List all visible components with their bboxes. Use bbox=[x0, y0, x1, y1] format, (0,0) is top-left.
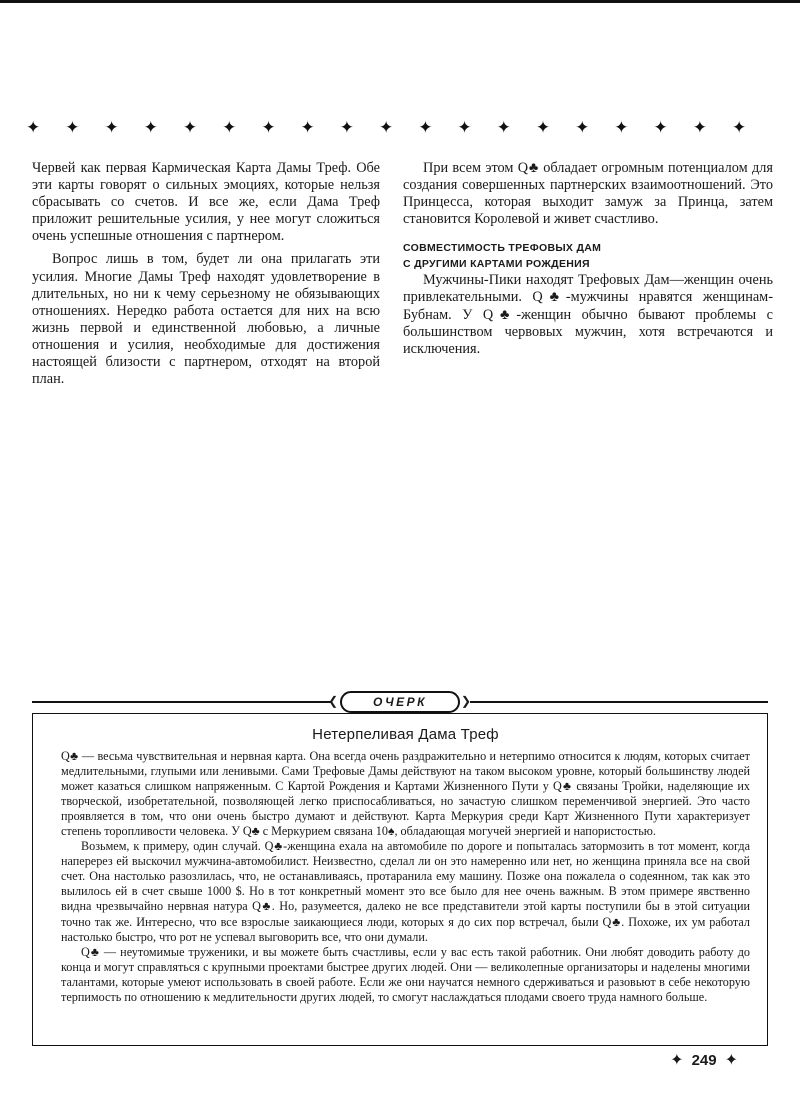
star-ornament: ✦ bbox=[724, 1052, 738, 1069]
page-folio bbox=[662, 1051, 746, 1071]
top-rule bbox=[0, 0, 800, 3]
divider-line bbox=[32, 701, 332, 703]
essay-box bbox=[32, 713, 768, 1046]
star-ornament: ✦ bbox=[143, 118, 158, 137]
star-ornament: ✦ bbox=[418, 118, 433, 137]
left-column bbox=[32, 160, 380, 388]
ornament-row bbox=[26, 118, 746, 138]
divider-line bbox=[470, 701, 768, 703]
essay-badge: ОЧЕРК bbox=[340, 691, 460, 713]
body-paragraph: Вопрос лишь в том, будет ли она прилагать эти усилия. Многие Дамы Треф находят удовлетворение в длительных, но ни к чему серьезному не обязывающих отношениях. Нередко работа остается для них на всю жизнь первой и единственной любовью, а личные отношения и усилия, необходимые для достижения настоящей близости с партнером, отходят на второй план. bbox=[32, 251, 380, 388]
star-ornament: ✦ bbox=[222, 118, 237, 137]
right-column bbox=[403, 160, 773, 358]
essay-paragraph: Возьмем, к примеру, один случай. Q♣-женщина ехала на автомобиле по дороге и попыталась затормозить в тот момент, когда наперерез ей выскочил мужчина-автомобилист. Неизвестно, сделал ли он это намеренно или нет, но женщина приняла все на свой счет. Она настолько разозлилась, что, не останавливаясь, протаранила ему машину. Позже она пожалела о содеянном, так как это вылилось ей в счет свыше 1000 $. Но в тот конкретный момент это все было для нее очень важным. В этом примере явственно видна чрезвычайно нервная натура Q♣. Но, разумеется, далеко не все представители этой карты поступили бы в этой ситуации точно так же. Интересно, что все взрослые заикающиеся люди, которых я до сих пор встречал, были Q♣. Похоже, их ум работал настолько быстро, что рот не успевал выговорить все, что они думали. bbox=[61, 839, 750, 944]
star-ornament: ✦ bbox=[261, 118, 276, 137]
star-ornament: ✦ bbox=[614, 118, 629, 137]
body-paragraph: При всем этом Q♣ обладает огромным потенциалом для создания совершенных партнерских взаимоотношений. Это Принцесса, которая выходит замуж за Принца, затем становится Королевой и живет счастливо. bbox=[403, 160, 773, 228]
star-ornament: ✦ bbox=[339, 118, 354, 137]
star-ornament: ✦ bbox=[182, 118, 198, 137]
essay-paragraph: Q♣ — весьма чувствительная и нервная карта. Она всегда очень раздражительно и нетерпимо относится к людям, которых считает медлительными, глупыми или ленивыми. Сами Трефовые Дамы действуют на таком высоком уровне, который большинству людей может казаться слишком напряженным. С Картой Рождения и Картами Жизненного Пути у Q♣ связаны Тройки, наделяющие их творческой, изобретательной, позволяющей легко приспосабливаться, но зачастую слишком переменчивой энергией. Это часто проявляется в том, что они очень быстро думают и действуют. Карта Меркурия среди Карт Жизненного Пути характеризует степень торопливости человека. У Q♣ с Меркурием связана 10♠, обладающая могучей энергией и напористостью. bbox=[61, 749, 750, 839]
section-heading-line: С ДРУГИМИ КАРТАМИ РОЖДЕНИЯ bbox=[403, 258, 590, 271]
section-heading bbox=[403, 240, 773, 272]
star-ornament: ✦ bbox=[496, 118, 511, 137]
essay-label bbox=[0, 689, 800, 715]
scroll-ornament-icon: ❮ bbox=[328, 694, 339, 708]
star-ornament: ✦ bbox=[457, 118, 472, 137]
star-ornament: ✦ bbox=[731, 118, 747, 137]
star-ornament: ✦ bbox=[378, 118, 394, 137]
section-heading-line: СОВМЕСТИМОСТЬ ТРЕФОВЫХ ДАМ bbox=[403, 242, 602, 255]
star-ornament: ✦ bbox=[300, 118, 315, 137]
star-ornament: ✦ bbox=[104, 118, 119, 137]
essay-paragraph: Q♣ — неутомимые труженики, и вы можете быть счастливы, если у вас есть такой работник. Они любят доводить работу до конца и могут справляться с крупными проектами быстрее других людей. Они — великолепные организаторы и наделены многими талантами, которые умеют использовать в своей работе. Если же они научатся немного сдерживаться и разовьют в себе некоторую терпимость по отношению к медлительности других людей, то смогут наслаждаться плодами своего труда намного больше. bbox=[61, 944, 750, 1004]
star-ornament: ✦ bbox=[65, 118, 80, 137]
body-paragraph: Мужчины-Пики находят Трефовых Дам—женщин очень привлекательными. Q♣-мужчины нравятся женщинам-Бубнам. У Q♣-женщин обычно бывают проблемы с большинством червовых мужчин, хотя встречаются и исключения. bbox=[403, 272, 773, 357]
star-ornament: ✦ bbox=[575, 118, 590, 137]
star-ornament: ✦ bbox=[535, 118, 551, 137]
star-ornament: ✦ bbox=[26, 118, 41, 137]
page-number: 249 bbox=[691, 1052, 717, 1069]
star-ornament: ✦ bbox=[653, 118, 668, 137]
body-paragraph: Червей как первая Кармическая Карта Дамы Треф. Обе эти карты говорят о сильных эмоциях, которые нельзя сбрасывать со счетов. И все же, если Дама Треф приложит решительные усилия, у нее могут сложиться очень успешные отношения с партнером. bbox=[32, 160, 380, 245]
star-ornament: ✦ bbox=[670, 1052, 684, 1069]
scroll-ornament-icon: ❯ bbox=[461, 694, 472, 708]
essay-title: Нетерпеливая Дама Треф bbox=[312, 726, 499, 743]
star-ornament: ✦ bbox=[692, 118, 707, 137]
